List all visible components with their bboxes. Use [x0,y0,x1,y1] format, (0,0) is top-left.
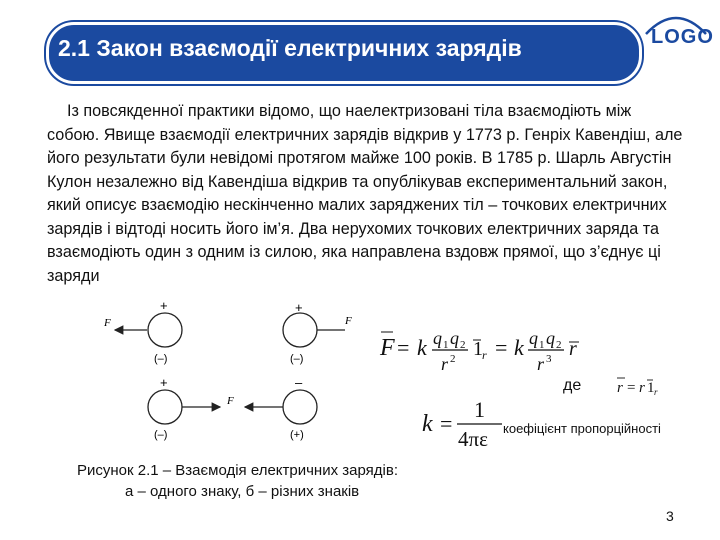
formula-sub1-a: 1 [443,339,449,351]
formula-sub2-a: 2 [460,339,466,351]
formula-unit-r: r [482,348,487,362]
label-bottom-left: (–) [154,429,168,441]
rel-r1: r [617,380,623,396]
sign-bottom-left: + [160,375,168,390]
k-symbol: k [422,411,433,437]
rel-r2: r [639,380,645,396]
charge-bottom-right [283,390,317,424]
formula-sub2-b: 2 [556,339,562,351]
sign-bottom-right: – [295,375,303,390]
formula-q2-a: q [450,328,459,348]
charges-diagram [95,298,352,452]
page-title: 2.1 Закон взаємодії електричних зарядів [58,35,522,61]
label-top-left: (–) [154,353,168,365]
force-label-top-right: F [345,315,352,327]
rel-one: 1 [647,380,655,396]
charge-top-right [283,313,317,347]
charge-bottom-left [148,390,182,424]
formula-k1: k [417,335,427,360]
formula-eq2: = [495,335,508,360]
formula-sub1-b: 1 [539,339,545,351]
sign-top-right: + [295,300,303,315]
r-vector-relation [614,373,674,399]
formula-exp3: 3 [546,353,552,365]
coulomb-formula [375,318,595,378]
formula-F: F [380,335,395,361]
paragraph: Із повсякденної практики відомо, що наелектризовані тіла взаємодіють між собою. Явище взаємодії електричних зарядів відкрив у 1773 р. Генріх Кавендіш, але його результати були невідомі протягом майже 100 років. В 1785 р. Шарль Августін Кулон незалежно від Кавендіша відкрив та опублікував експериментальний закон, який описує взаємодію нескінченно малих заряджених тіл – точкових електричних зарядів і відтоді носить його ім’я. Два нерухомих точкових електричних заряда та взаємодіють один з одним із силою, яка направлена вздовж прямої, що з’єднує ці заряди [47,102,683,285]
label-top-right: (–) [290,353,304,365]
formula-r-b: r [537,354,545,374]
formula-unit-one: 1 [473,338,483,360]
k-den: 4πε [458,427,488,451]
force-label-bottom-left: F [227,395,234,407]
formula-eq1: = [397,335,410,360]
label-bottom-right: (+) [290,429,304,441]
rel-eq: = [627,380,636,396]
formula-q1-a: q [433,328,442,348]
rel-sub-r: r [654,387,658,397]
coefficient-label: коефіцієнт пропорційності [503,421,661,436]
formula-exp2: 2 [450,353,456,365]
sign-top-left: + [160,298,168,313]
formula-q1-b: q [529,328,538,348]
logo: LOGO [651,26,714,48]
formula-k2: k [514,335,524,360]
formula-q2-b: q [546,328,555,348]
k-num: 1 [474,397,485,422]
figure-caption-line1: Рисунок 2.1 – Взаємодія електричних зарядів: [77,462,398,479]
figure-caption-line2: а – одного знаку, б – різних знаків [125,483,360,500]
charge-top-left [148,313,182,347]
k-formula [420,395,510,450]
force-label-top-left: F [104,317,111,329]
page-number: 3 [666,508,674,524]
k-eq: = [440,411,453,436]
where-label: де [563,377,582,394]
body-text [47,100,687,288]
formula-r-vec: r [569,338,577,360]
formula-r-a: r [441,354,449,374]
